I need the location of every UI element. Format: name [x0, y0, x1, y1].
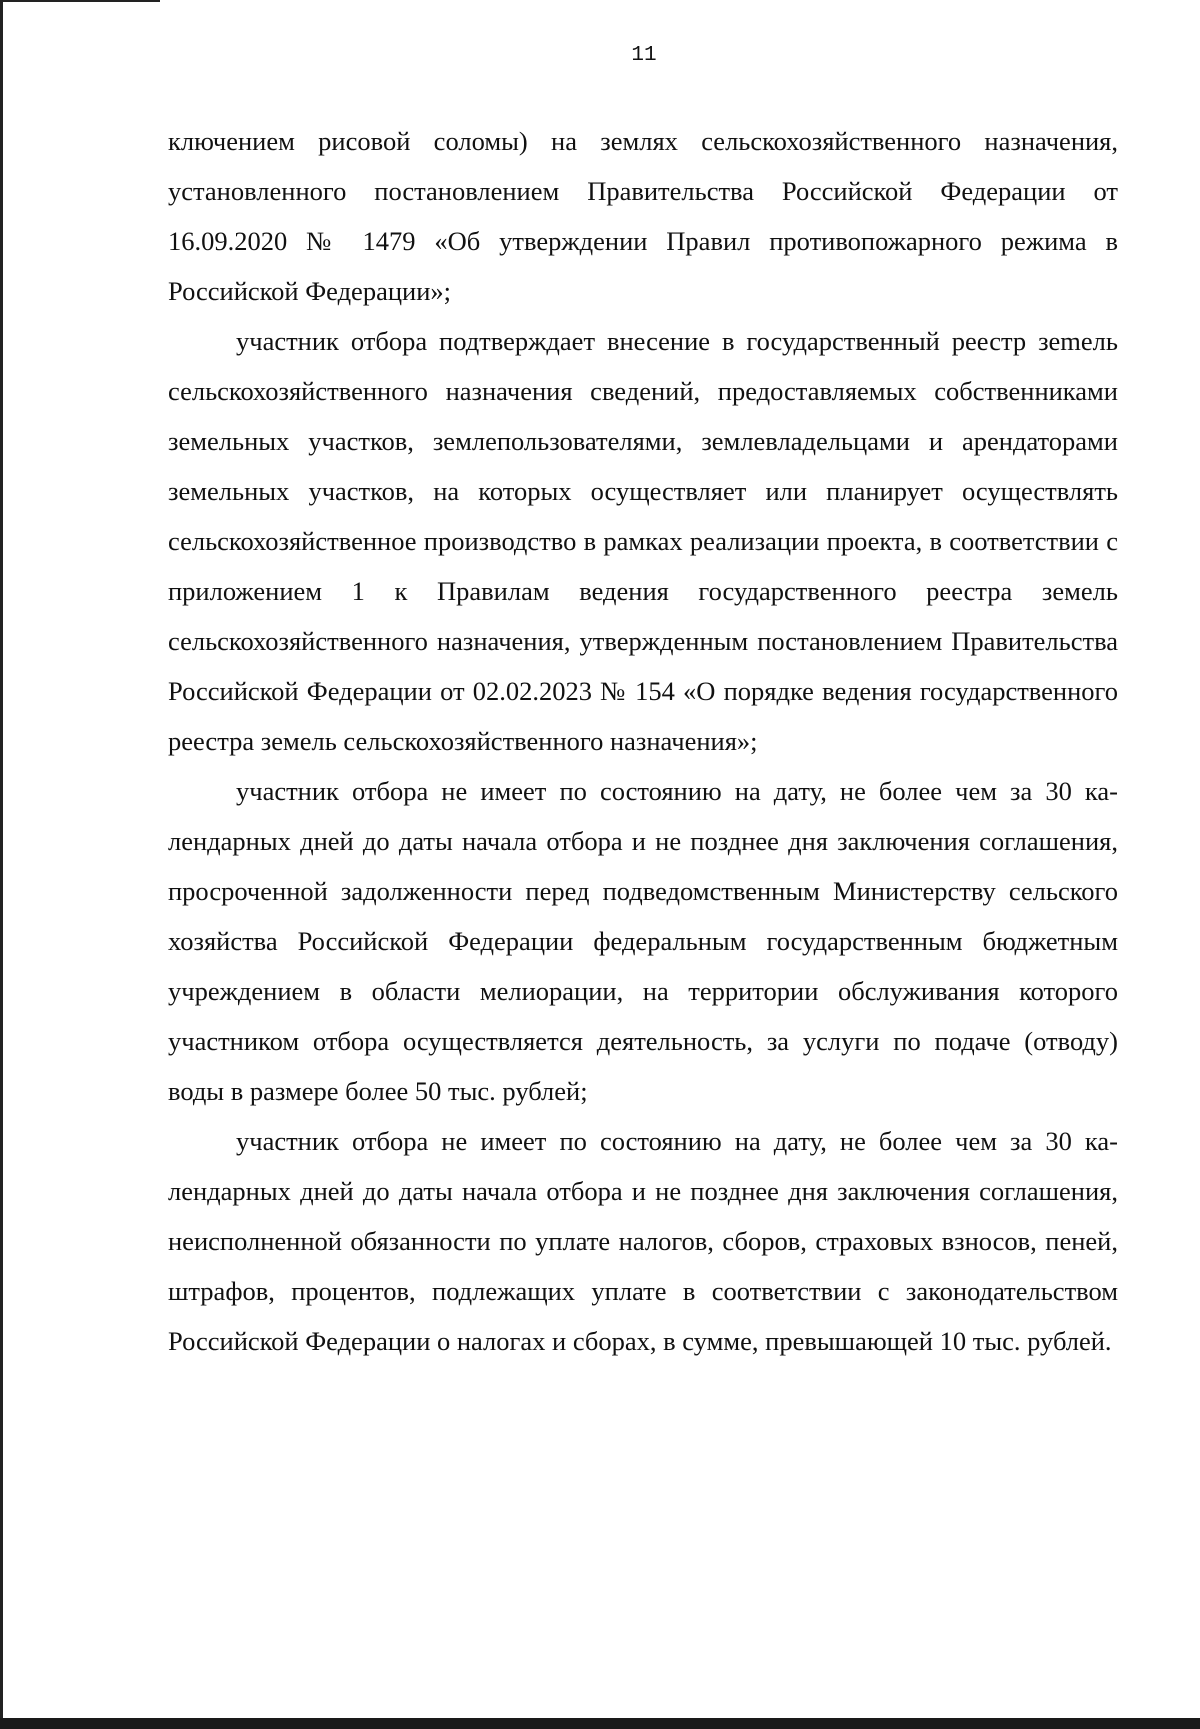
paragraph-4: участник отбора не имеет по состоянию на дату, не более чем за 30 календарных дней до даты начала отбора и не позднее дня заключения соглашения, неисполненной обязанности по уплате налогов, сборов, страховых взносов, пеней, штрафов, процентов, подлежащих уплате в соответствии с законодательством Российской Федерации о налогах и сборах, в сумме, превышающей 10 тыс. рублей.	[168, 1126, 1118, 1356]
paragraph-3: участник отбора не имеет по состоянию на дату, не более чем за 30 календарных дней до даты начала отбора и не позднее дня заключения соглашения, просроченной задолженности перед подведомственным Министерству сельского хозяйства Российской Федерации федеральным государственным бюджетным учреждением в области мелиорации, на территории обслуживания которого участником отбора осуществляется деятельность, за услуги по подаче (отводу) воды в размере более 50 тыс. рублей;	[168, 776, 1118, 1106]
page-number: 11	[631, 44, 657, 67]
paragraph-2: участник отбора подтверждает внесение в государственный реестр зеmель сельскохозяйственного назначения сведений, предоставляемых собственниками земельных участков, землепользователями, землевладельцами и арендаторами земельных участков, на которых осуществляет или планирует осуществлять сельскохозяйственное производство в рамках реализации проекта, в соответствии с приложением 1 к Правилам ведения государственного реестра земель сельскохозяйственного назначения, утвержденным постановлением Правительства Российской Федерации от 02.02.2023 № 154 «О порядке ведения государственного реестра земель сельскохозяйственного назначения»;	[168, 326, 1118, 756]
scan-border-top	[0, 0, 160, 2]
paragraph-1: ключением рисовой соломы) на землях сельскохозяйственного назначения, установленного постановлением Правительства Российской Федерации от 16.09.2020 № 1479 «Об утверждении Правил противопожарного режима в Российской Федерации»;	[168, 126, 1118, 306]
document-body	[168, 116, 1118, 1366]
scan-border-left	[0, 0, 3, 1729]
scan-border-bottom	[0, 1718, 1200, 1729]
